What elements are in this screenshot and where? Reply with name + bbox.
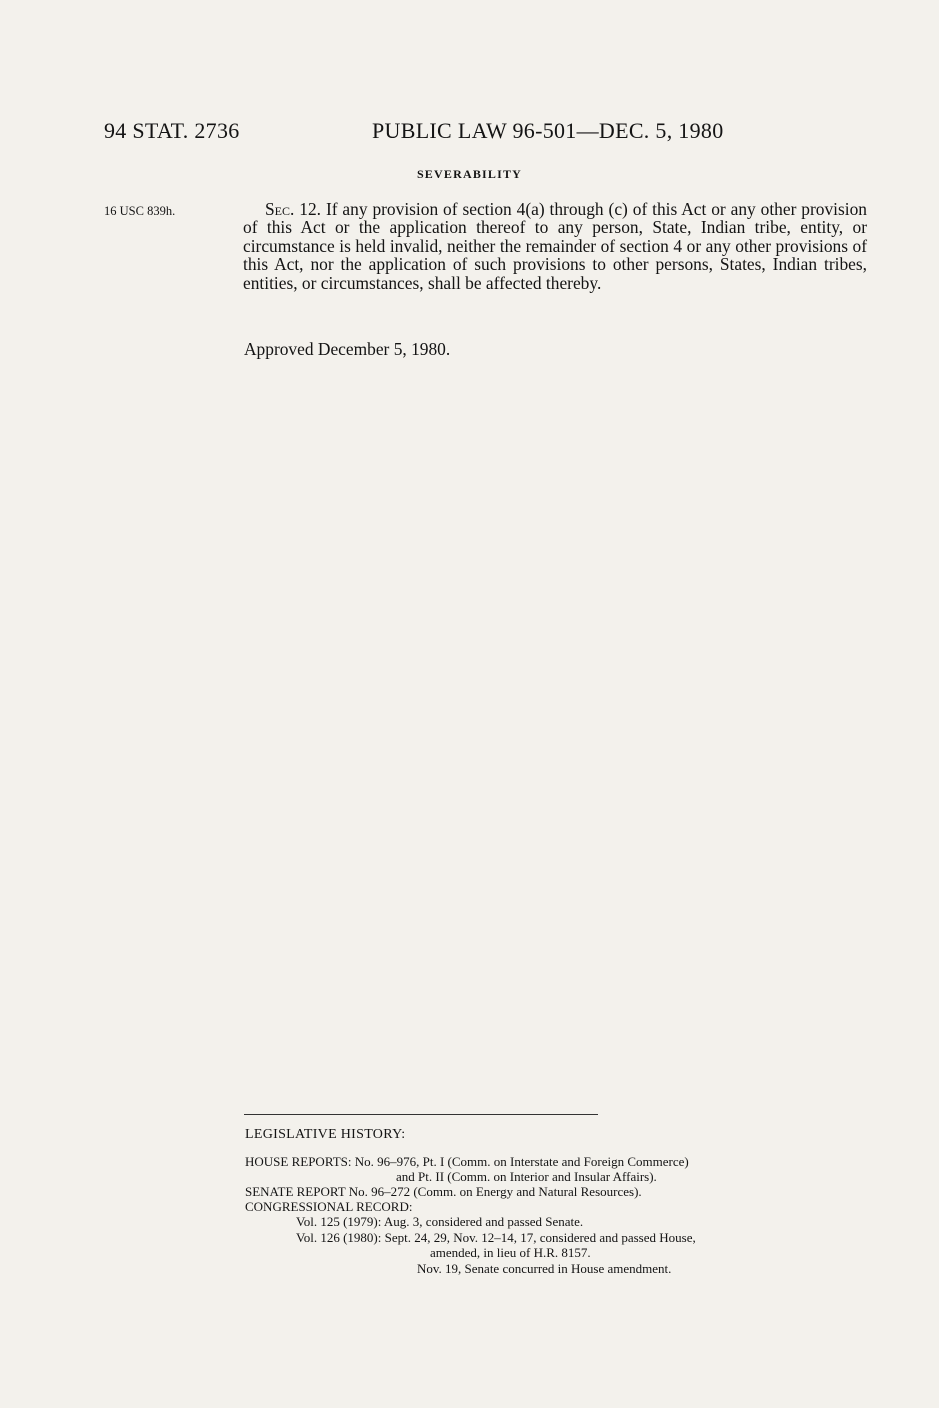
section-heading: SEVERABILITY bbox=[416, 167, 523, 181]
vol-126-text: Sept. 24, 29, Nov. 12–14, 17, considered and passed House, bbox=[384, 1230, 696, 1245]
page-header bbox=[104, 118, 844, 152]
public-law-title: PUBLIC LAW 96-501—DEC. 5, 1980 bbox=[372, 118, 724, 143]
approval-date: Approved December 5, 1980. bbox=[244, 339, 451, 359]
house-reports-label: HOUSE REPORTS: bbox=[245, 1154, 352, 1169]
senate-report-label: SENATE REPORT bbox=[245, 1184, 346, 1199]
section-12-body bbox=[243, 200, 867, 292]
divider-rule bbox=[244, 1114, 598, 1115]
legislative-history-heading: LEGISLATIVE HISTORY: bbox=[245, 1127, 406, 1142]
statute-citation: 94 STAT. 2736 bbox=[104, 118, 240, 143]
senate-report-text: No. 96–272 (Comm. on Energy and Natural Resources). bbox=[348, 1184, 642, 1199]
section-label: Sec. 12. bbox=[265, 199, 322, 219]
vol-125-label: Vol. 125 (1979): bbox=[296, 1214, 382, 1229]
vol-126-continuation: amended, in lieu of H.R. 8157. bbox=[430, 1245, 591, 1260]
vol-126-label: Vol. 126 (1980): bbox=[296, 1230, 382, 1245]
vol-125-text: Aug. 3, considered and passed Senate. bbox=[383, 1214, 584, 1229]
vol-125-line bbox=[296, 1214, 583, 1229]
usc-margin-note: 16 USC 839h. bbox=[104, 204, 176, 218]
section-text: If any provision of section 4(a) through (c) of this Act or any other provision of this Act or the application thereof to any person, State, Indian tribe, entity, or circumstance is held invalid, neither the remainder of section 4 or any other provisions of this Act, nor the application of such provisions to other persons, States, Indian tribes, entities, or circumstances, shall be affected thereby. bbox=[243, 199, 867, 293]
house-reports-text: No. 96–976, Pt. I (Comm. on Interstate and Foreign Commerce) bbox=[354, 1154, 689, 1169]
vol-126-line bbox=[296, 1230, 696, 1245]
congressional-record-label: CONGRESSIONAL RECORD: bbox=[245, 1199, 413, 1214]
senate-report-line bbox=[245, 1184, 642, 1199]
house-reports-continuation: and Pt. II (Comm. on Interior and Insular Affairs). bbox=[396, 1169, 657, 1184]
house-reports-line bbox=[245, 1154, 689, 1169]
vol-126-senate-concurrence: Nov. 19, Senate concurred in House amendment. bbox=[417, 1261, 672, 1276]
